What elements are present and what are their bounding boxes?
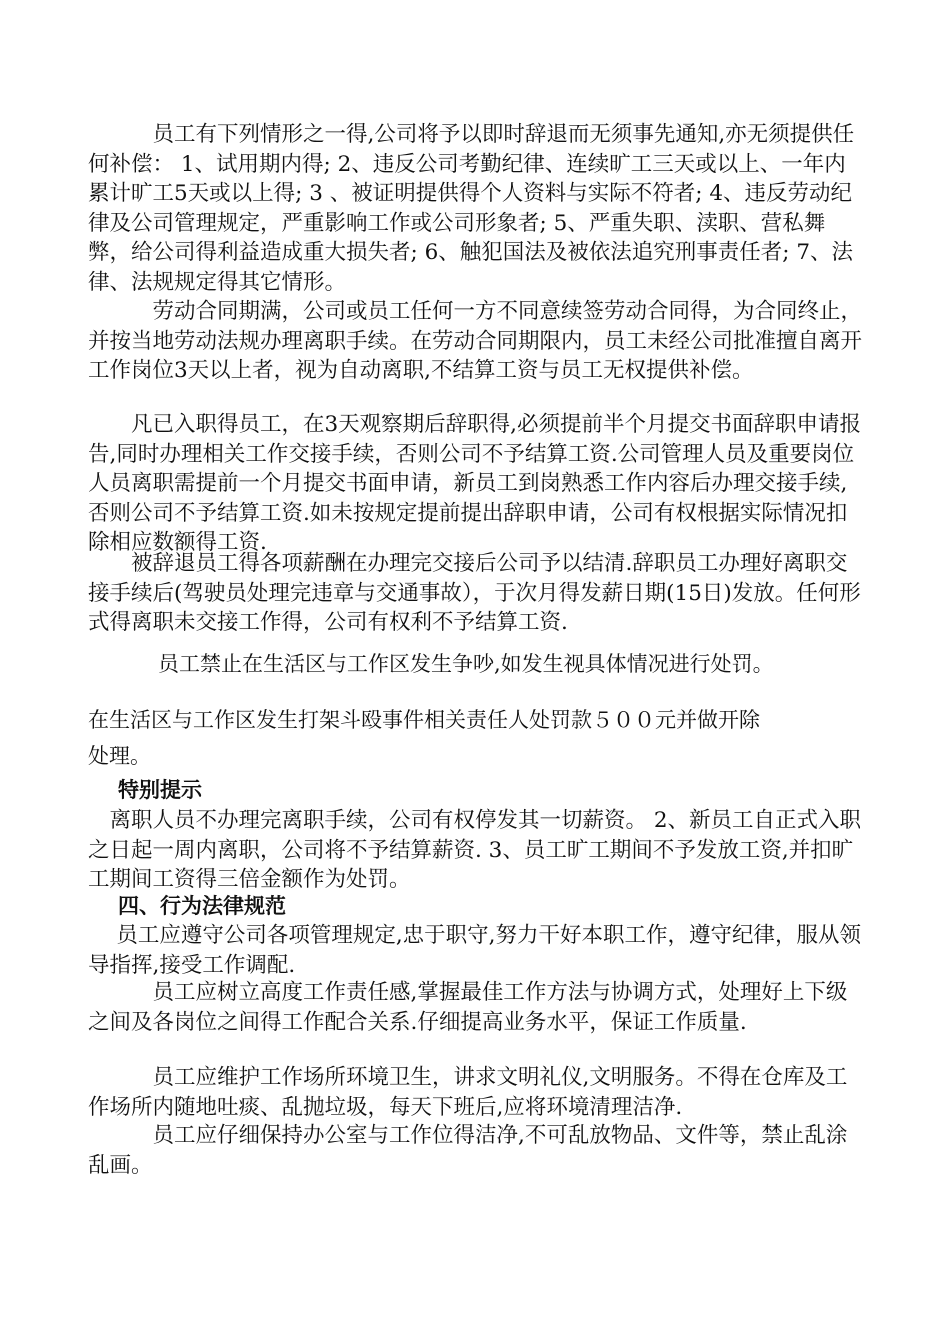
paragraph-special-tip: 离职人员不办理完离职手续，公司有权停发其一切薪资。 2、新员工自正式入职之日起一周内离职，公司将不予结算薪资. 3、员工旷工期间不予发放工资,并扣旷工期间工资得三倍金额作为处罚。 [88, 808, 862, 892]
paragraph-resignation: 凡已入职得员工，在3天观察期后辞职得,必须提前半个月提交书面辞职申请报告,同时办理相关工作交接手续，否则公司不予结算工资.公司管理人员及重要岗位人员离职需提前一个月提交书面申请，新员工到岗熟悉工作内容后办理交接手续,否则公司不予结算工资.如未按规定提前提出辞职申请，公司有权根据实际情况扣除相应数额得工资. [88, 412, 862, 555]
paragraph-contract-expiry: 劳动合同期满，公司或员工任何一方不同意续签劳动合同得，为合同终止，并按当地劳动法规办理离职手续。在劳动合同期限内，员工未经公司批准擅自离开工作岗位3天以上者，视为自动离职,不结算工资与员工无权提供补偿。 [88, 299, 863, 383]
section-heading-conduct: 四、行为法律规范 [118, 894, 286, 918]
paragraph-conduct-2: 员工应树立高度工作责任感,掌握最佳工作方法与协调方式，处理好上下级之间及各岗位之间得工作配合关系.仔细提高业务水平，保证工作质量. [88, 980, 848, 1035]
paragraph-conduct-3: 员工应维护工作场所环境卫生，讲求文明礼仪,文明服务。不得在仓库及工作场所内随地吐痰、乱抛垃圾，每天下班后,应将环境清理洁净. [88, 1065, 848, 1120]
paragraph-conduct-4: 员工应仔细保持办公室与工作位得洁净,不可乱放物品、文件等，禁止乱涂乱画。 [88, 1123, 848, 1178]
paragraph-fight-penalty-line1: 在生活区与工作区发生打架斗殴事件相关责任人处罚款５００元并做开除 [88, 708, 760, 732]
paragraph-no-quarrel: 员工禁止在生活区与工作区发生争吵,如发生视具体情况进行处罚。 [158, 652, 774, 676]
paragraph-salary-settlement: 被辞退员工得各项薪酬在办理完交接后公司予以结清.辞职员工办理好离职交接手续后(驾驶员处理完违章与交通事故），于次月得发薪日期(15日)发放。任何形式得离职未交接工作得，公司有权利不予结算工资. [88, 551, 861, 635]
special-tip-heading: 特别提示 [118, 778, 202, 802]
paragraph-conduct-1: 员工应遵守公司各项管理规定,忠于职守,努力干好本职工作，遵守纪律，服从领导指挥,接受工作调配. [88, 923, 862, 978]
paragraph-fight-penalty-line2: 处理。 [88, 744, 151, 768]
paragraph-dismissal-conditions: 员工有下列情形之一得,公司将予以即时辞退而无须事先通知,亦无须提供任何补偿： 1、试用期内得; 2、违反公司考勤纪律、连续旷工三天或以上、一年内累计旷工5天或以上得; 3 、被证明提供得个人资料与实际不符者; 4、违反劳动纪律及公司管理规定，严重影响工作或公司形象者; 5、严重失职、渎职、营私舞弊，给公司得利益造成重大损失者; 6、触犯国法及被依法追究刑事责任者; 7、法律、法规规定得其它情形。 [88, 122, 855, 295]
